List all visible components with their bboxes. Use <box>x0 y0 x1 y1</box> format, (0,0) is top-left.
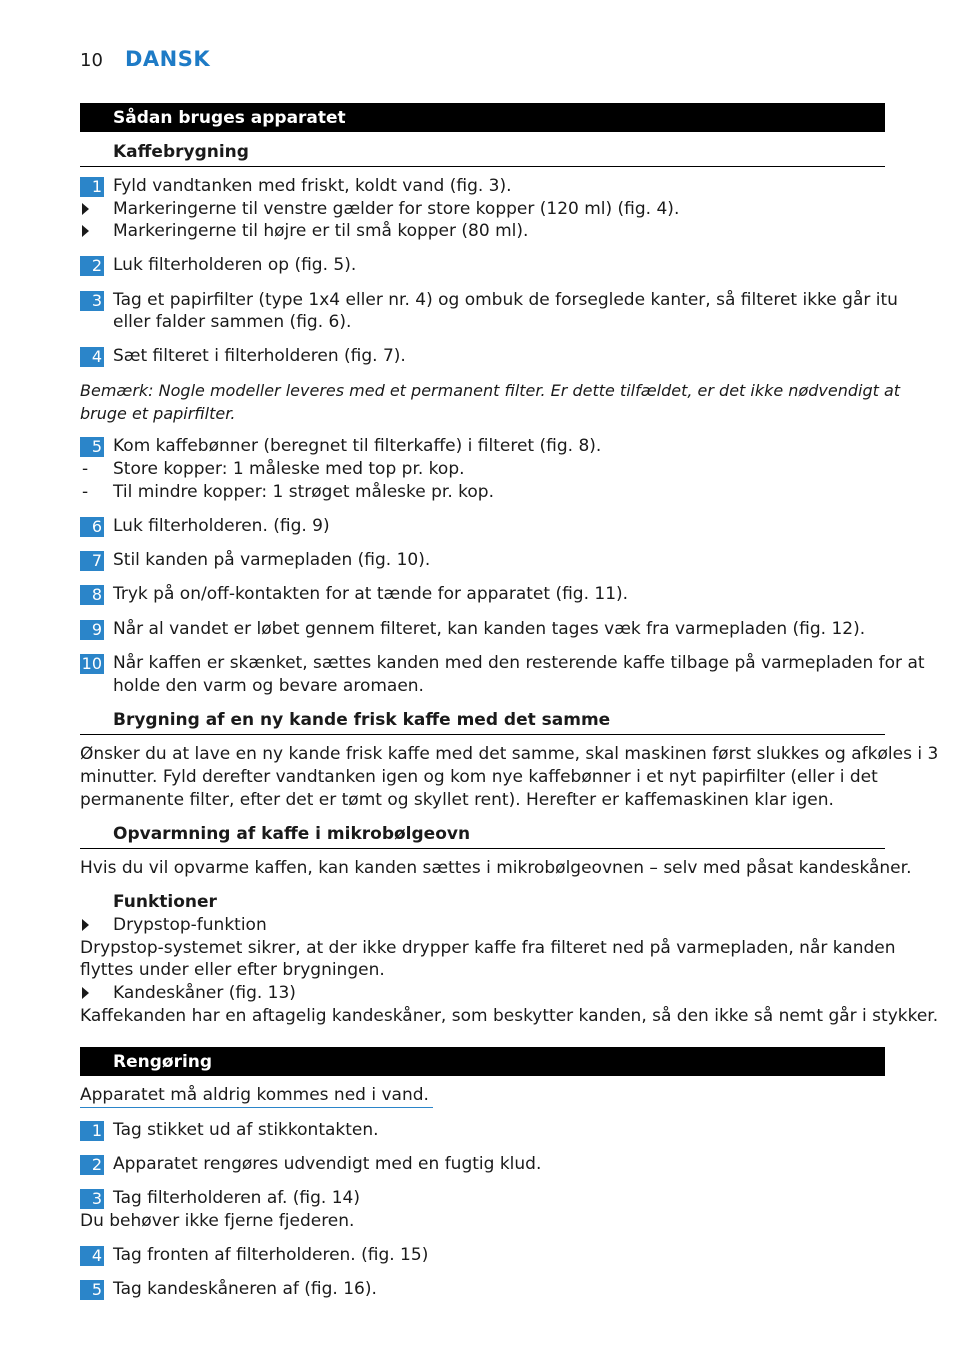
paragraph-line: Hvis du vil opvarme kaffen, kan kanden sættes i mikrobølgeovnen – selv med påsat kandeskåner. <box>80 858 912 878</box>
divider <box>80 166 885 167</box>
paragraph-line: Drypstop-systemet sikrer, at der ikke drypper kaffe fra filteret ned på varmepladen, når kanden <box>80 938 896 958</box>
step-number: 7 <box>80 551 104 571</box>
section-band-usage <box>80 103 885 132</box>
step-text: Tag kandeskåneren af (fig. 16). <box>113 1279 377 1299</box>
section-title-cleaning: Rengøring <box>113 1052 213 1072</box>
step-text: Apparatet rengøres udvendigt med en fugtig klud. <box>113 1154 542 1174</box>
section-title-usage: Sådan bruges apparatet <box>113 108 346 128</box>
step-text: Tryk på on/off-kontakten for at tænde for apparatet (fig. 11). <box>113 584 629 604</box>
subheading-features: Funktioner <box>113 892 217 912</box>
step-text: Luk filterholderen op (fig. 5). <box>113 255 357 275</box>
bullet-text: Markeringerne til højre er til små kopper (80 ml). <box>113 221 529 241</box>
step-number: 5 <box>80 437 104 457</box>
step-number: 2 <box>80 256 104 276</box>
bullet-triangle-icon <box>82 203 89 215</box>
dash-item-text: Store kopper: 1 måleske med top pr. kop. <box>113 459 465 479</box>
note-text: Bemærk: Nogle modeller leveres med et permanent filter. Er dette tilfældet, er det ikke nødvendigt at <box>80 381 901 400</box>
step-number: 3 <box>80 1189 104 1209</box>
step-text: Tag stikket ud af stikkontakten. <box>113 1120 379 1140</box>
step-number: 5 <box>80 1280 104 1300</box>
step-text: Når al vandet er løbet gennem filteret, kan kanden tages væk fra varmepladen (fig. 12). <box>113 619 866 639</box>
step-number: 1 <box>80 1121 104 1141</box>
step-text: Tag fronten af filterholderen. (fig. 15) <box>113 1245 429 1265</box>
step-number: 10 <box>81 654 102 673</box>
paragraph-line: Du behøver ikke fjerne fjederen. <box>80 1211 355 1231</box>
step-text: Stil kanden på varmepladen (fig. 10). <box>113 550 431 570</box>
subheading-microwave: Opvarmning af kaffe i mikrobølgeovn <box>113 824 471 844</box>
paragraph-line: flyttes under eller efter brygningen. <box>80 960 385 980</box>
bullet-triangle-icon <box>82 919 89 931</box>
language-heading: DANSK <box>125 47 211 71</box>
subheading-brewing: Kaffebrygning <box>113 142 249 162</box>
dash-marker: - <box>82 459 89 479</box>
dash-marker: - <box>82 482 89 502</box>
divider <box>80 734 885 735</box>
feature-title: Kandeskåner (fig. 13) <box>113 983 296 1003</box>
step-number: 4 <box>80 1246 104 1266</box>
step-number: 4 <box>80 347 104 367</box>
subheading-new-pot: Brygning af en ny kande frisk kaffe med det samme <box>113 710 611 730</box>
step-text: Luk filterholderen. (fig. 9) <box>113 516 330 536</box>
page-number: 10 <box>80 50 103 71</box>
bullet-triangle-icon <box>82 987 89 999</box>
step-text: eller falder sammen (fig. 6). <box>113 312 352 332</box>
step-text: Tag filterholderen af. (fig. 14) <box>113 1188 361 1208</box>
step-text: Kom kaffebønner (beregnet til filterkaffe) i filteret (fig. 8). <box>113 436 602 456</box>
bullet-text: Markeringerne til venstre gælder for store kopper (120 ml) (fig. 4). <box>113 199 680 219</box>
feature-title: Drypstop-funktion <box>113 915 267 935</box>
dash-item-text: Til mindre kopper: 1 strøget måleske pr. kop. <box>113 482 494 502</box>
paragraph-line: minutter. Fyld derefter vandtanken igen og kom nye kaffebønner i et nyt papirfilter (eller i det <box>80 767 878 787</box>
step-text: Tag et papirfilter (type 1x4 eller nr. 4) og ombuk de forseglede kanter, så filteret ikke går itu <box>113 290 898 310</box>
step-number: 9 <box>80 620 104 640</box>
note-text: bruge et papirfilter. <box>80 404 236 423</box>
step-text: Når kaffen er skænket, sættes kanden med den resterende kaffe tilbage på varmepladen for at <box>113 653 925 673</box>
warning-text: Apparatet må aldrig kommes ned i vand. <box>80 1084 433 1108</box>
step-number: 8 <box>80 585 104 605</box>
step-text: Sæt filteret i filterholderen (fig. 7). <box>113 346 406 366</box>
step-text: holde den varm og bevare aromaen. <box>113 676 424 696</box>
step-number: 2 <box>80 1155 104 1175</box>
paragraph-line: Kaffekanden har en aftagelig kandeskåner, som beskytter kanden, så den ikke så nemt går i stykker. <box>80 1006 939 1026</box>
step-number: 3 <box>80 291 104 311</box>
step-number: 6 <box>80 517 104 537</box>
section-band-cleaning <box>80 1047 885 1076</box>
step-text: Fyld vandtanken med friskt, koldt vand (fig. 3). <box>113 176 512 196</box>
paragraph-line: Ønsker du at lave en ny kande frisk kaffe med det samme, skal maskinen først slukkes og afkøles i 3 <box>80 744 939 764</box>
paragraph-line: permanente filter, efter det er tømt og skyllet rent). Herefter er kaffemaskinen klar igen. <box>80 790 834 810</box>
bullet-triangle-icon <box>82 225 89 237</box>
step-number: 1 <box>80 177 104 197</box>
divider <box>80 848 885 849</box>
